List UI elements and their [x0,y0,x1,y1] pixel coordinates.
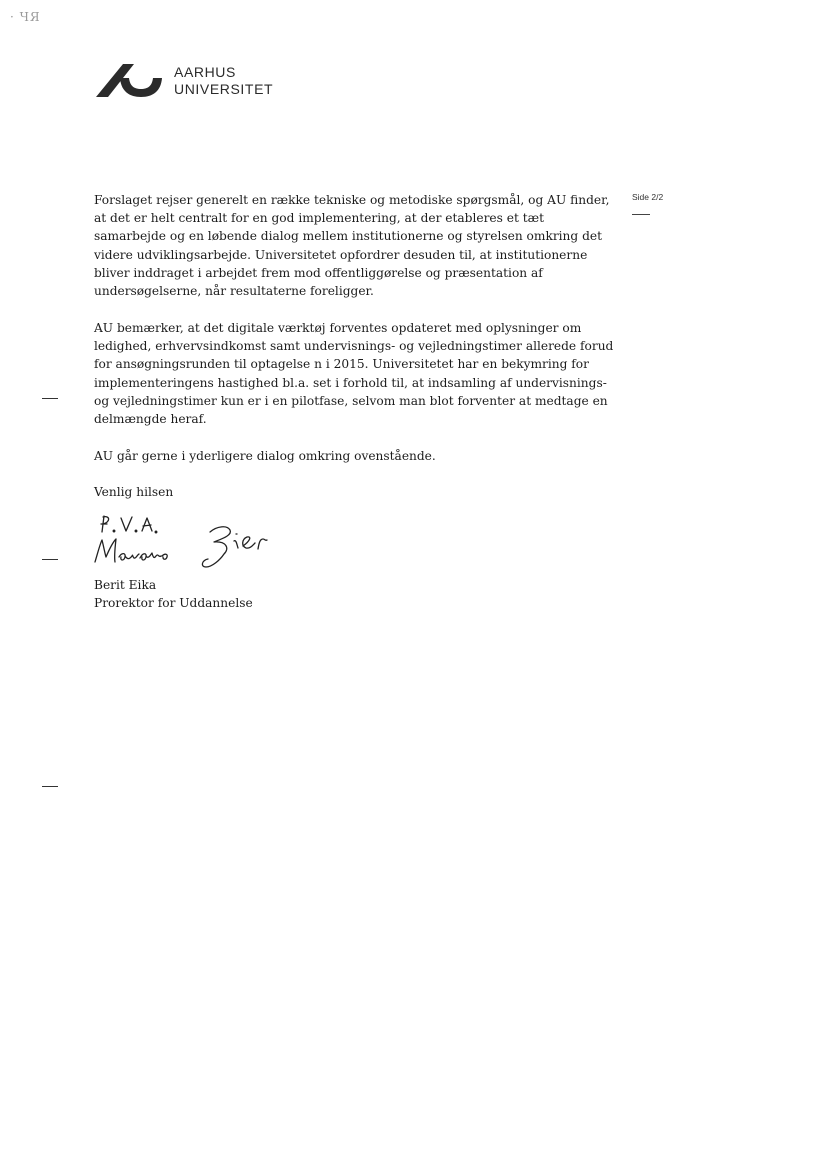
au-logo-icon [96,62,166,98]
logo-line-universitet: UNIVERSITET [174,81,274,97]
paragraph-3-text: AU går gerne i yderligere dialog omkring ovenstående. [94,449,436,463]
page-indicator: Side 2/2 [632,192,664,202]
paragraph-collaboration [94,191,614,300]
page-indicator-rule [632,214,650,215]
signer-name: Berit Eika [94,578,157,592]
fold-mark-upper [42,398,58,399]
paragraph-digital-tool [94,319,614,428]
handwritten-signature [92,512,292,574]
logo-line-aarhus: AARHUS [174,64,236,80]
signer-title: Prorektor for Uddannelse [94,596,253,610]
fold-mark-middle [42,559,58,560]
fold-mark-lower [42,786,58,787]
closing-greeting: Venlig hilsen [94,485,174,499]
scan-mark: · ЧЯ [10,10,41,24]
paragraph-2-text: AU bemærker, at det digitale værktøj forventes opdateret med oplysninger om ledighed, erhvervsindkomst samt undervisnings- og vejledningstimer allerede forud for ansøgningsrunden til optagelse n i 2015. Universitetet har en bekymring for implementeringens hastighed bl.a. set i forhold til, at indsamling af undervisnings- og vejledningstimer kun er i en pilotfase, selvom man blot forventer at medtage en delmængde heraf. [94,321,614,427]
paragraph-1-text: Forslaget rejser generelt en række tekniske og metodiske spørgsmål, og AU finder, at det er helt centralt for en god implementering, at der etableres et tæt samarbejde og en løbende dialog mellem institutionerne og styrelsen omkring det videre udviklingsarbejde. Universitetet opfordrer desuden til, at institutionerne bliver inddraget i arbejdet frem mod offentliggørelse og præsentation af undersøgelserne, når resultaterne foreligger. [94,193,610,299]
university-logo [96,62,276,102]
paragraph-dialog [94,447,614,465]
